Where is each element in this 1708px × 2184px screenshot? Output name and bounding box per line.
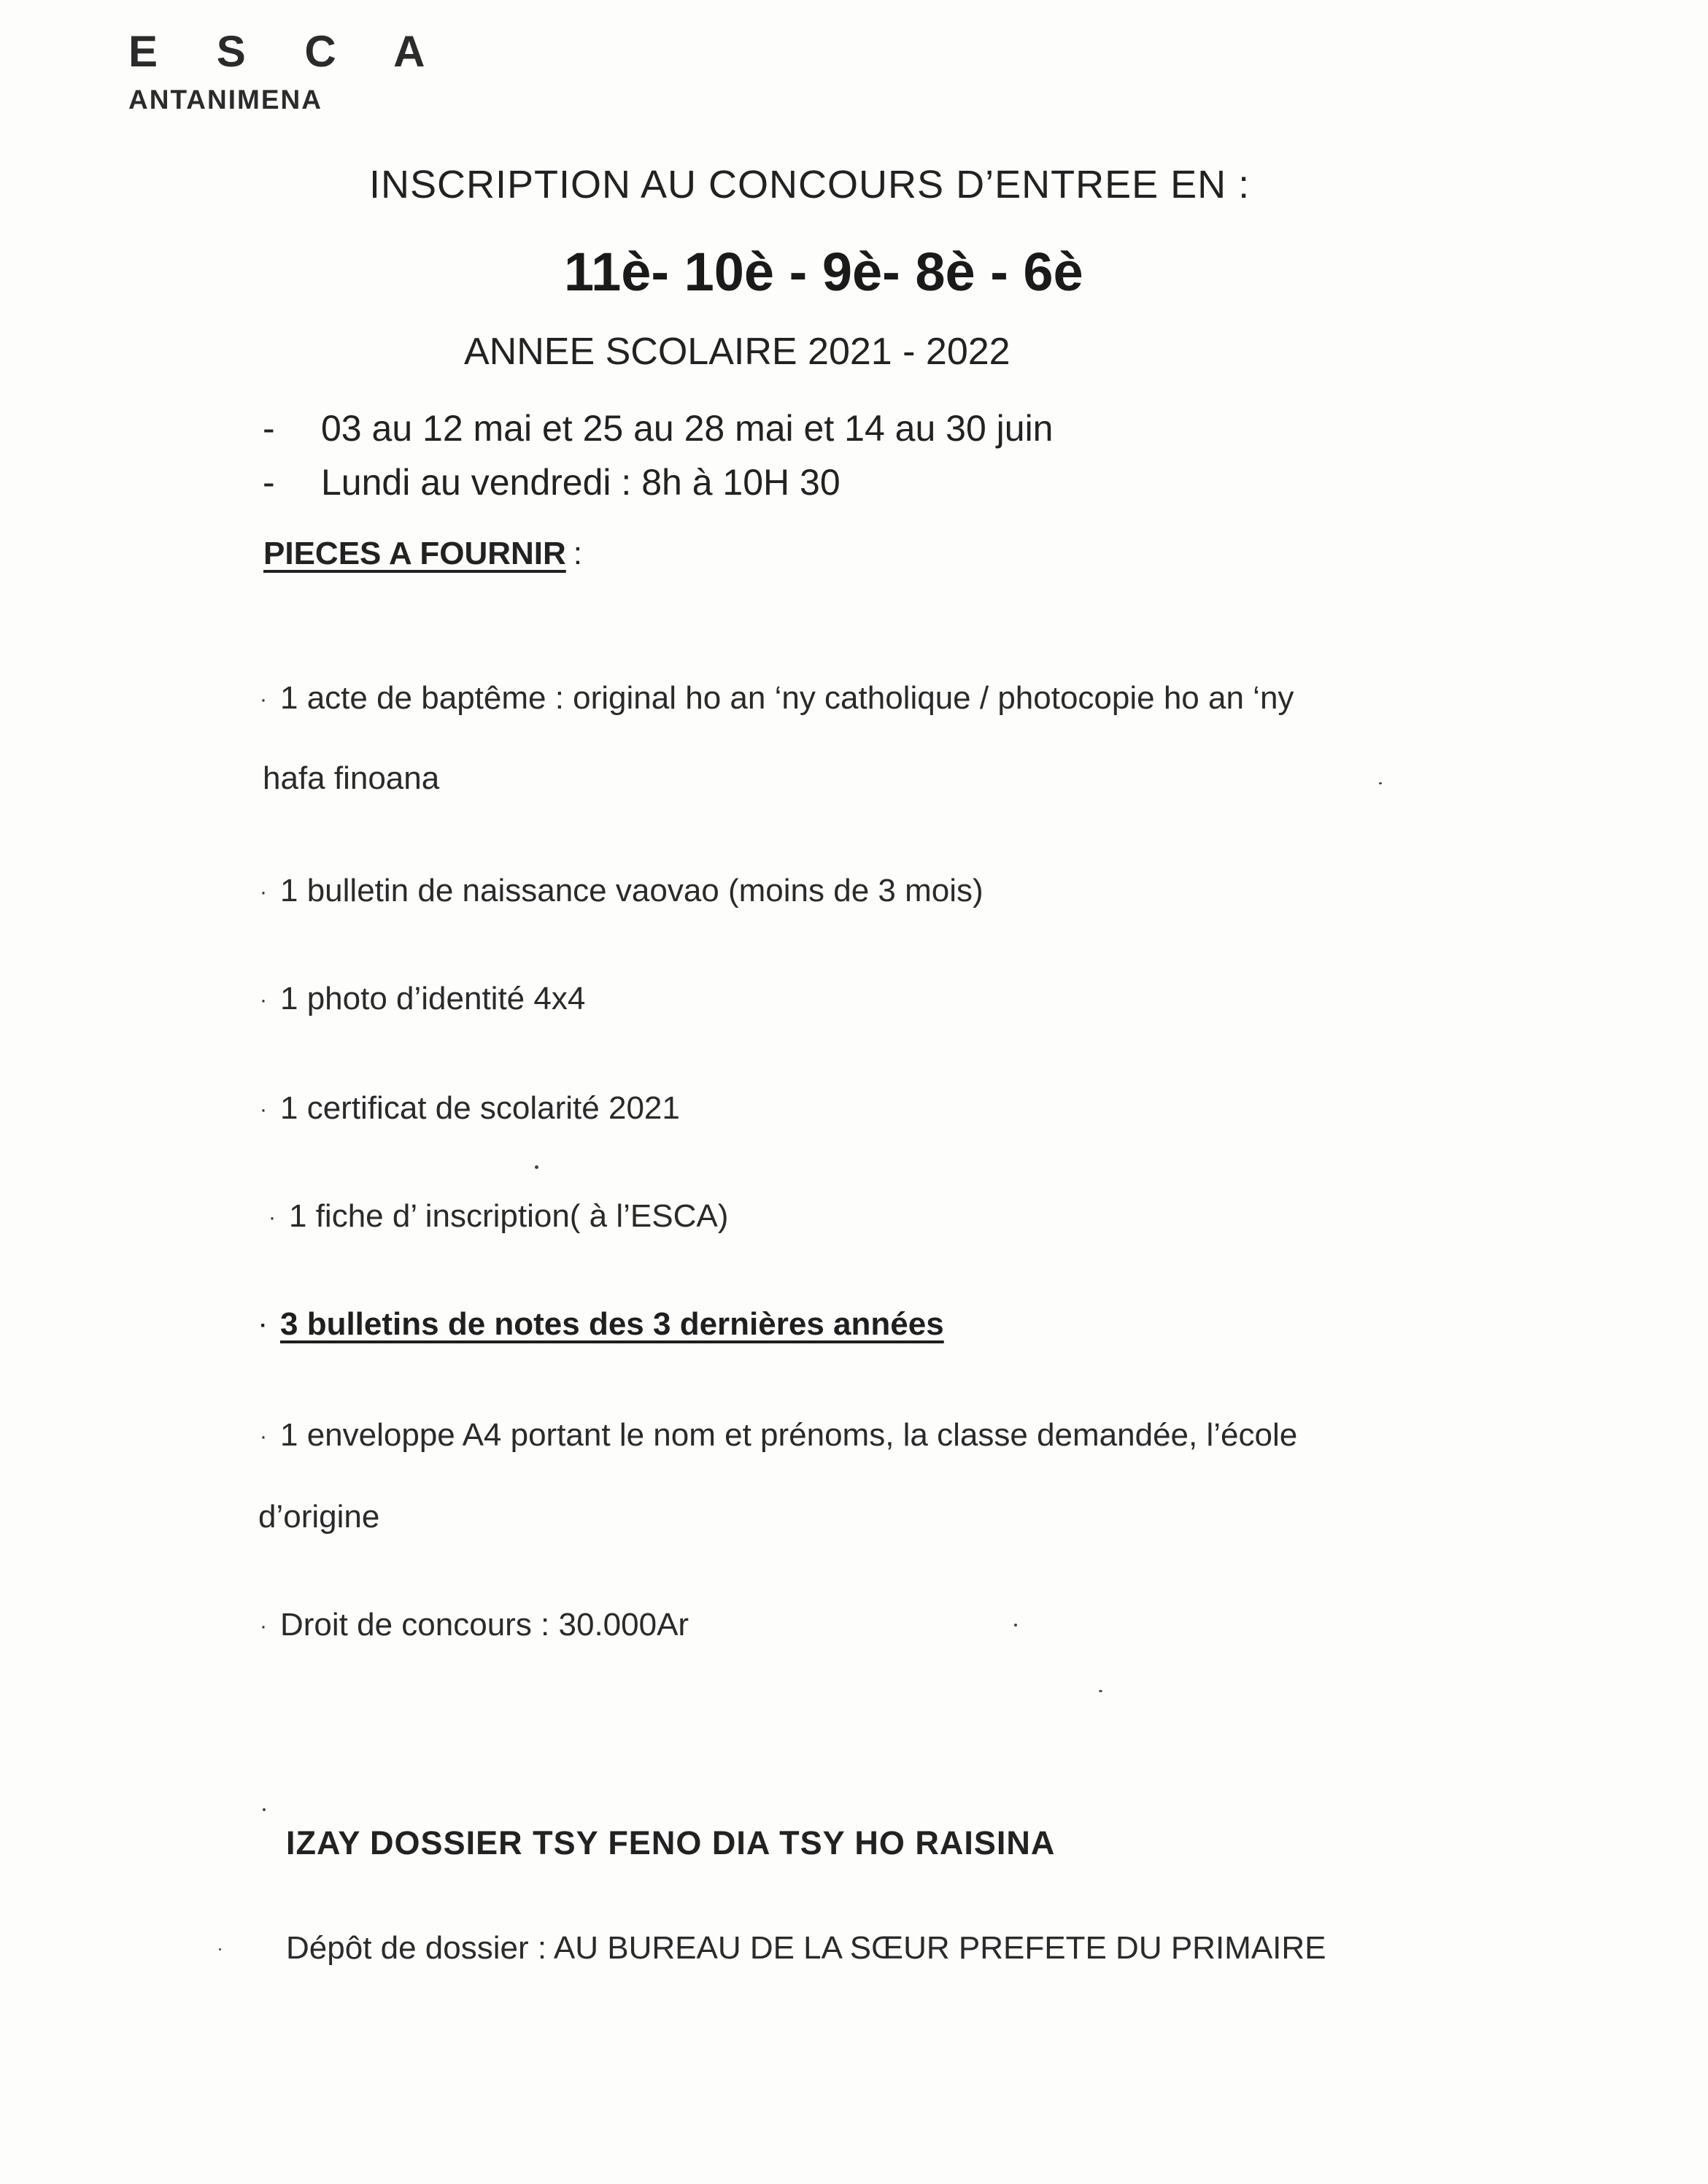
school-year: ANNEE SCOLAIRE 2021 - 2022 xyxy=(464,331,1010,373)
bullet-icon: · xyxy=(260,687,267,712)
list-item-text: 1 fiche d’ inscription( à l’ESCA) xyxy=(289,1198,729,1234)
list-item-emphasis xyxy=(260,1306,944,1343)
list-item xyxy=(260,680,1294,717)
list-item-text: hafa finoana xyxy=(263,760,440,796)
incomplete-file-notice: IZAY DOSSIER TSY FENO DIA TSY HO RAISINA xyxy=(286,1824,1056,1861)
page-title: INSCRIPTION AU CONCOURS D’ENTREE EN : xyxy=(369,163,1251,207)
schedule-dates: 03 au 12 mai et 25 au 28 mai et 14 au 30 juin xyxy=(321,408,1054,449)
scan-speck xyxy=(1379,782,1382,784)
scan-speck xyxy=(1099,1690,1102,1692)
list-item-text: 1 photo d’identité 4x4 xyxy=(280,981,586,1016)
school-stamp-location: ANTANIMENA xyxy=(128,85,322,115)
list-item-continuation xyxy=(263,760,439,797)
dash-marker: - xyxy=(263,408,275,449)
list-item-text: 1 certificat de scolarité 2021 xyxy=(280,1090,680,1126)
list-item xyxy=(260,873,984,909)
list-item-text: 1 enveloppe A4 portant le nom et prénoms, la classe demandée, l’école xyxy=(280,1417,1298,1453)
bullet-icon: · xyxy=(260,1097,267,1122)
schedule-dates-row xyxy=(263,407,1054,449)
list-item-text: 3 bulletins de notes des 3 dernières années xyxy=(280,1306,944,1342)
list-item xyxy=(260,1417,1297,1454)
class-levels: 11è- 10è - 9è- 8è - 6è xyxy=(564,242,1083,302)
deposit-location: Dépôt de dossier : AU BUREAU DE LA SŒUR PREFETE DU PRIMAIRE xyxy=(286,1930,1326,1966)
list-item-text: d’origine xyxy=(258,1499,380,1535)
bullet-icon: · xyxy=(268,1205,276,1230)
bullet-icon: · xyxy=(260,1424,267,1449)
bullet-icon: · xyxy=(260,880,267,905)
list-item xyxy=(260,981,585,1017)
pieces-heading-colon: : xyxy=(573,536,583,571)
scan-speck xyxy=(535,1165,538,1169)
bullet-icon: · xyxy=(260,988,267,1013)
list-item xyxy=(260,1607,689,1643)
list-item xyxy=(260,1090,680,1127)
school-stamp-name: E S C A xyxy=(128,27,449,76)
scan-speck xyxy=(263,1808,266,1811)
dash-marker: - xyxy=(263,462,275,503)
scan-speck xyxy=(1014,1624,1017,1627)
list-item-text: 1 bulletin de naissance vaovao (moins de 3 mois) xyxy=(280,873,984,908)
list-item-text: 1 acte de baptême : original ho an ‘ny catholique / photocopie ho an ‘ny xyxy=(280,680,1294,716)
schedule-hours: Lundi au vendredi : 8h à 10H 30 xyxy=(321,462,841,503)
scan-speck xyxy=(219,1948,221,1950)
pieces-heading xyxy=(263,536,582,572)
list-item xyxy=(268,1198,728,1235)
bullet-icon: · xyxy=(260,1313,267,1338)
bullet-icon: · xyxy=(260,1614,267,1639)
pieces-heading-text: PIECES A FOURNIR xyxy=(263,536,566,571)
schedule-hours-row xyxy=(263,461,841,503)
list-item-text: Droit de concours : 30.000Ar xyxy=(280,1607,689,1643)
list-item-continuation xyxy=(258,1499,379,1535)
